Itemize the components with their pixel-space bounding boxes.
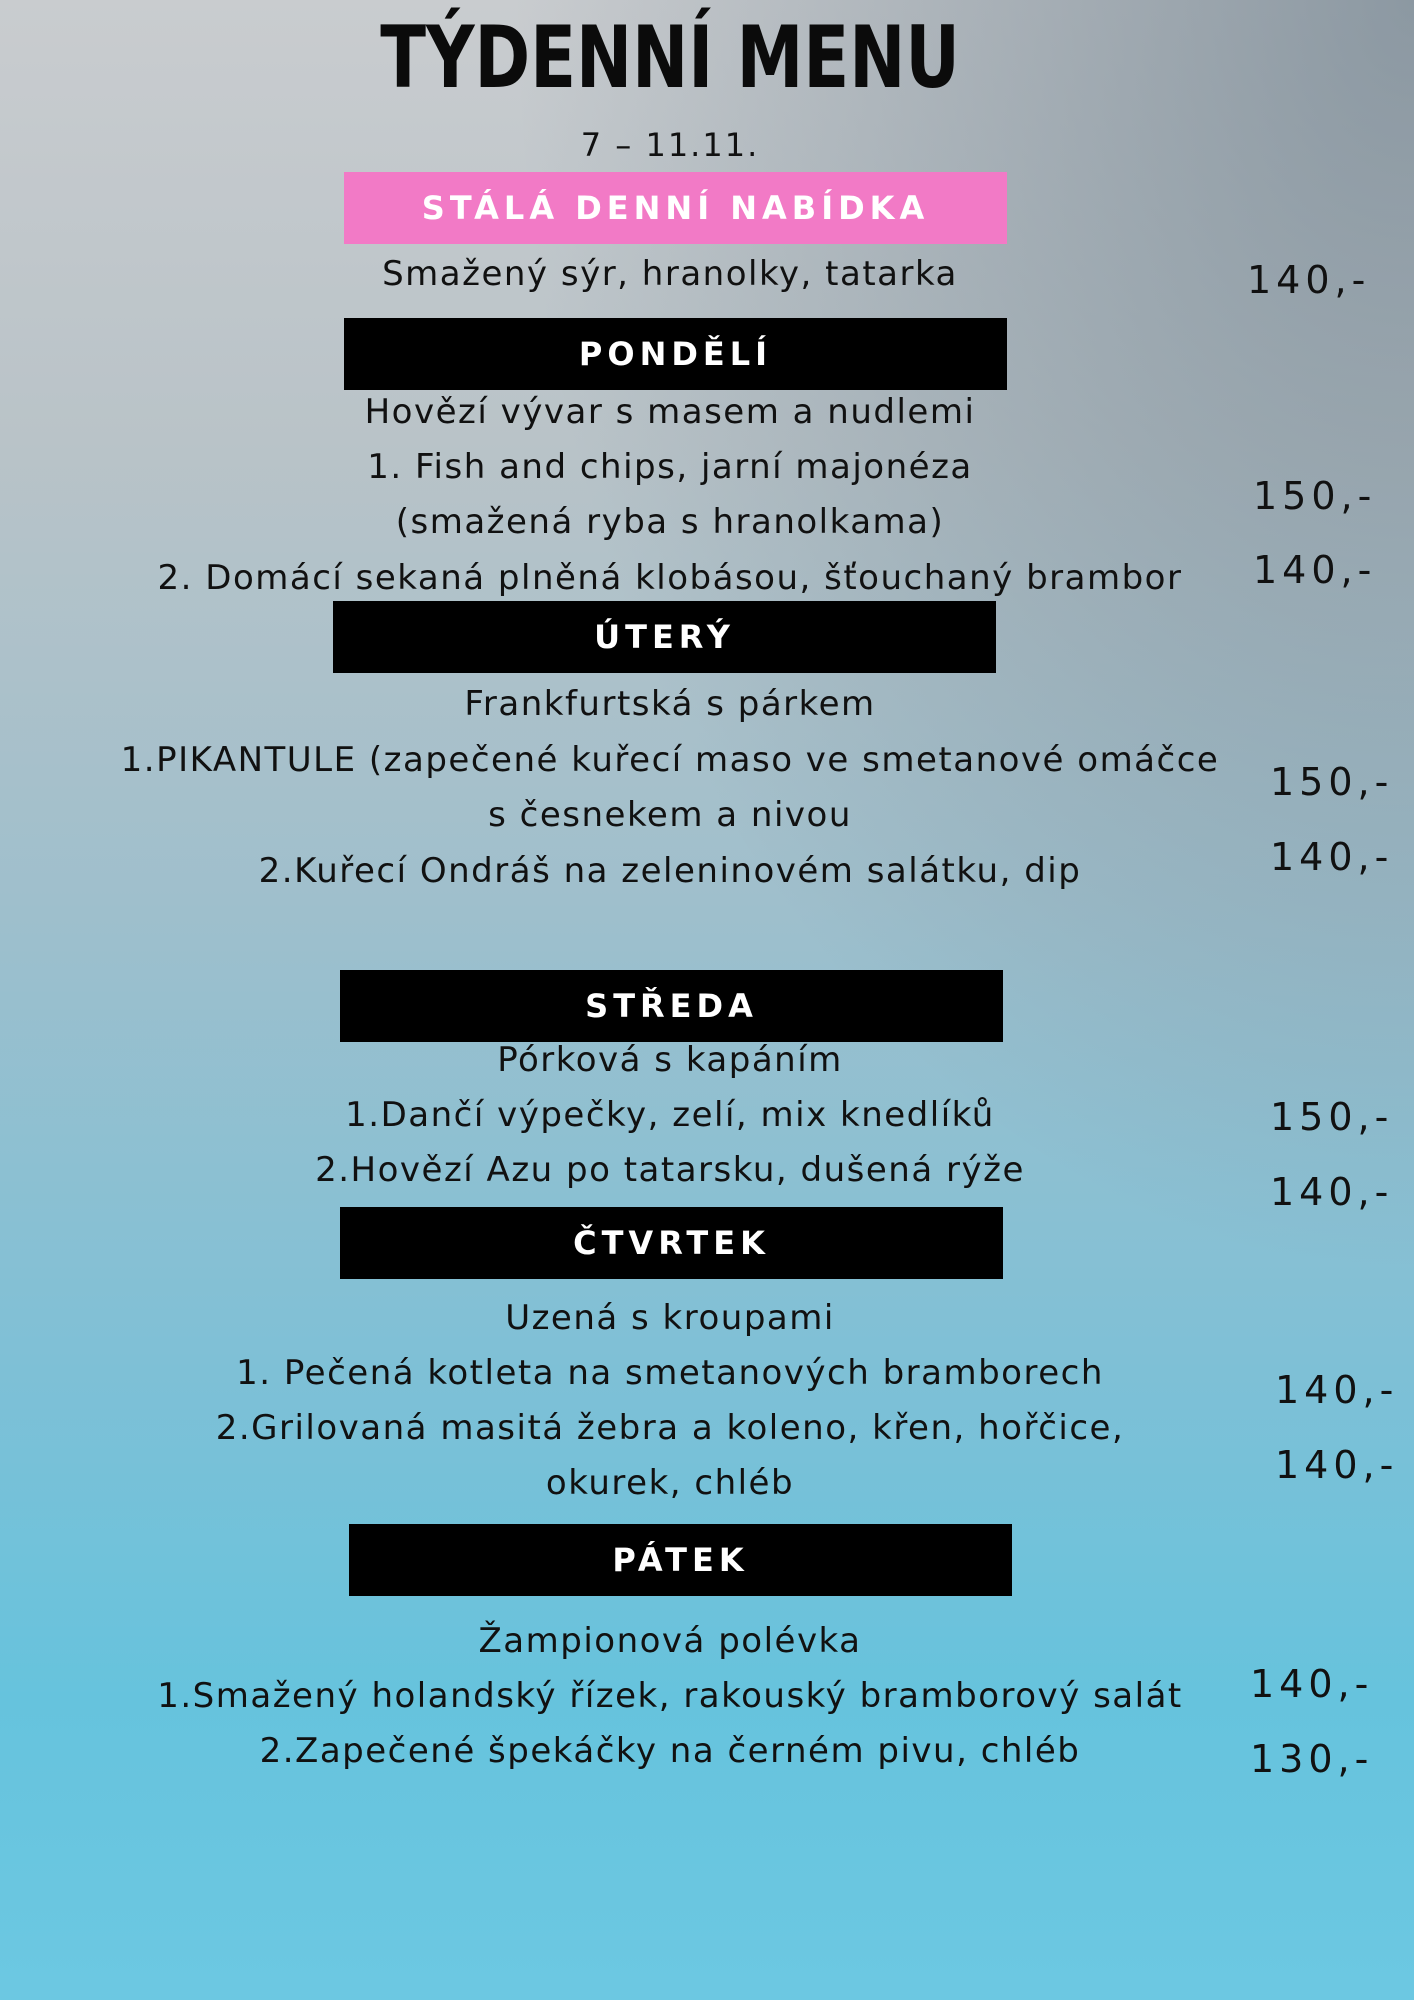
wednesday-item1: 1.Dančí výpečky, zelí, mix knedlíků	[345, 1095, 995, 1135]
thursday-item1: 1. Pečená kotleta na smetanových bramborech	[236, 1353, 1104, 1393]
thursday-item2-line2: okurek, chléb	[545, 1463, 795, 1503]
wednesday-price1: 150,-	[1270, 1095, 1394, 1139]
monday-item1-line1: 1. Fish and chips, jarní majonéza	[367, 447, 973, 487]
tuesday-price2: 140,-	[1270, 835, 1394, 879]
tuesday-heading: ÚTERÝ	[333, 601, 996, 673]
standing-offer-heading: STÁLÁ DENNÍ NABÍDKA	[344, 172, 1007, 244]
monday-item2: 2. Domácí sekaná plněná klobásou, šťouchaný brambor	[157, 558, 1183, 598]
monday-soup: Hovězí vývar s masem a nudlemi	[364, 392, 976, 432]
thursday-item2-line1: 2.Grilovaná masitá žebra a koleno, křen, hořčice,	[215, 1408, 1125, 1448]
thursday-price2: 140,-	[1275, 1443, 1399, 1487]
tuesday-item2: 2.Kuřecí Ondráš na zeleninovém salátku, dip	[258, 851, 1082, 891]
thursday-price1: 140,-	[1275, 1368, 1399, 1412]
tuesday-soup: Frankfurtská s párkem	[464, 684, 876, 724]
tuesday-item1-line2: s česnekem a nivou	[488, 795, 852, 835]
friday-item2: 2.Zapečené špekáčky na černém pivu, chléb	[259, 1731, 1081, 1771]
friday-soup: Žampionová polévka	[478, 1621, 862, 1661]
friday-item1: 1.Smažený holandský řízek, rakouský bramborový salát	[157, 1676, 1183, 1716]
tuesday-item1-line1: 1.PIKANTULE (zapečené kuřecí maso ve smetanové omáčce	[120, 740, 1220, 780]
standing-offer-price: 140,-	[1247, 258, 1371, 302]
monday-price2: 140,-	[1253, 548, 1377, 592]
page-title: TÝDENNÍ MENU	[380, 8, 960, 108]
monday-item1-line2: (smažená ryba s hranolkama)	[395, 502, 945, 542]
wednesday-soup: Pórková s kapáním	[497, 1040, 843, 1080]
friday-heading: PÁTEK	[349, 1524, 1012, 1596]
wednesday-heading: STŘEDA	[340, 970, 1003, 1042]
thursday-soup: Uzená s kroupami	[505, 1298, 835, 1338]
friday-price1: 140,-	[1250, 1662, 1374, 1706]
wednesday-item2: 2.Hovězí Azu po tatarsku, dušená rýže	[315, 1150, 1025, 1190]
date-range: 7 – 11.11.	[580, 126, 760, 164]
wednesday-price2: 140,-	[1270, 1170, 1394, 1214]
standing-offer-item: Smažený sýr, hranolky, tatarka	[382, 254, 958, 294]
monday-price1: 150,-	[1253, 474, 1377, 518]
tuesday-price1: 150,-	[1270, 760, 1394, 804]
friday-price2: 130,-	[1250, 1737, 1374, 1781]
monday-heading: PONDĚLÍ	[344, 318, 1007, 390]
thursday-heading: ČTVRTEK	[340, 1207, 1003, 1279]
